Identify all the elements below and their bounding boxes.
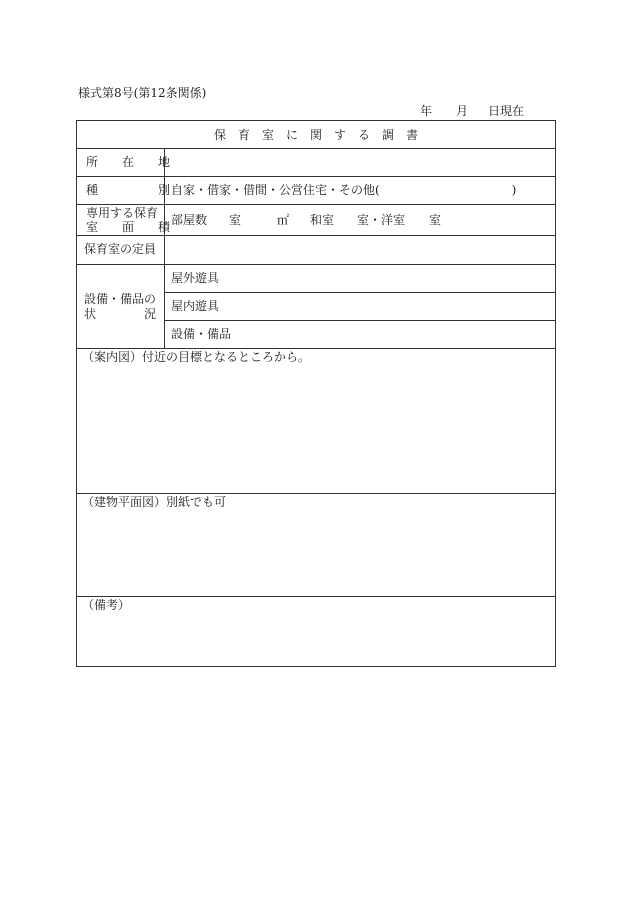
outdoor-play-equipment-label: 屋外遊具 — [171, 271, 220, 285]
room-unit-3: 室 — [429, 213, 442, 227]
facilities-label-line2: 状 況 — [84, 307, 157, 321]
type-options[interactable]: 自家・借家・借間・公営住宅・その他( ) — [171, 183, 517, 197]
western-room-label: 室・洋室 — [357, 213, 406, 227]
location-field[interactable] — [172, 155, 552, 169]
japanese-room-label: 和室 — [310, 213, 335, 227]
divider — [77, 204, 555, 205]
divider — [77, 176, 555, 177]
type-label: 種 別 — [86, 183, 171, 197]
capacity-field[interactable] — [172, 242, 552, 256]
area-label-line1: 専用する保育 — [86, 206, 159, 220]
divider — [77, 348, 555, 349]
form-number: 様式第8号(第12条関係) — [78, 86, 207, 100]
table-title: 保 育 室 に 関 す る 調 書 — [213, 128, 418, 142]
divider — [77, 264, 555, 265]
column-divider — [164, 148, 165, 348]
divider — [164, 320, 555, 321]
map-section-heading: （案内図）付近の目標となるところから。 — [82, 350, 311, 364]
capacity-label: 保育室の定員 — [84, 242, 157, 256]
date-month-label: 月 — [456, 104, 469, 118]
indoor-play-equipment-label: 屋内遊具 — [171, 299, 220, 313]
room-unit-1: 室 — [229, 213, 242, 227]
date-day-as-of-label: 日現在 — [488, 104, 525, 118]
facilities-label-line1: 設備・備品の — [84, 292, 157, 306]
divider — [77, 596, 555, 597]
date-year-label: 年 — [420, 104, 433, 118]
floor-plan-section-heading: （建物平面図）別紙でも可 — [82, 495, 227, 509]
area-label-line2: 室 面 積 — [86, 220, 171, 234]
location-label: 所 在 地 — [86, 155, 171, 169]
divider — [77, 148, 555, 149]
square-meter-unit: ㎡ — [277, 213, 290, 227]
equipment-label: 設備・備品 — [171, 327, 232, 341]
survey-table — [76, 120, 556, 667]
divider — [164, 292, 555, 293]
rooms-label: 部屋数 — [171, 213, 208, 227]
divider — [77, 493, 555, 494]
remarks-section-heading: （備考） — [82, 598, 131, 612]
divider — [77, 235, 555, 236]
